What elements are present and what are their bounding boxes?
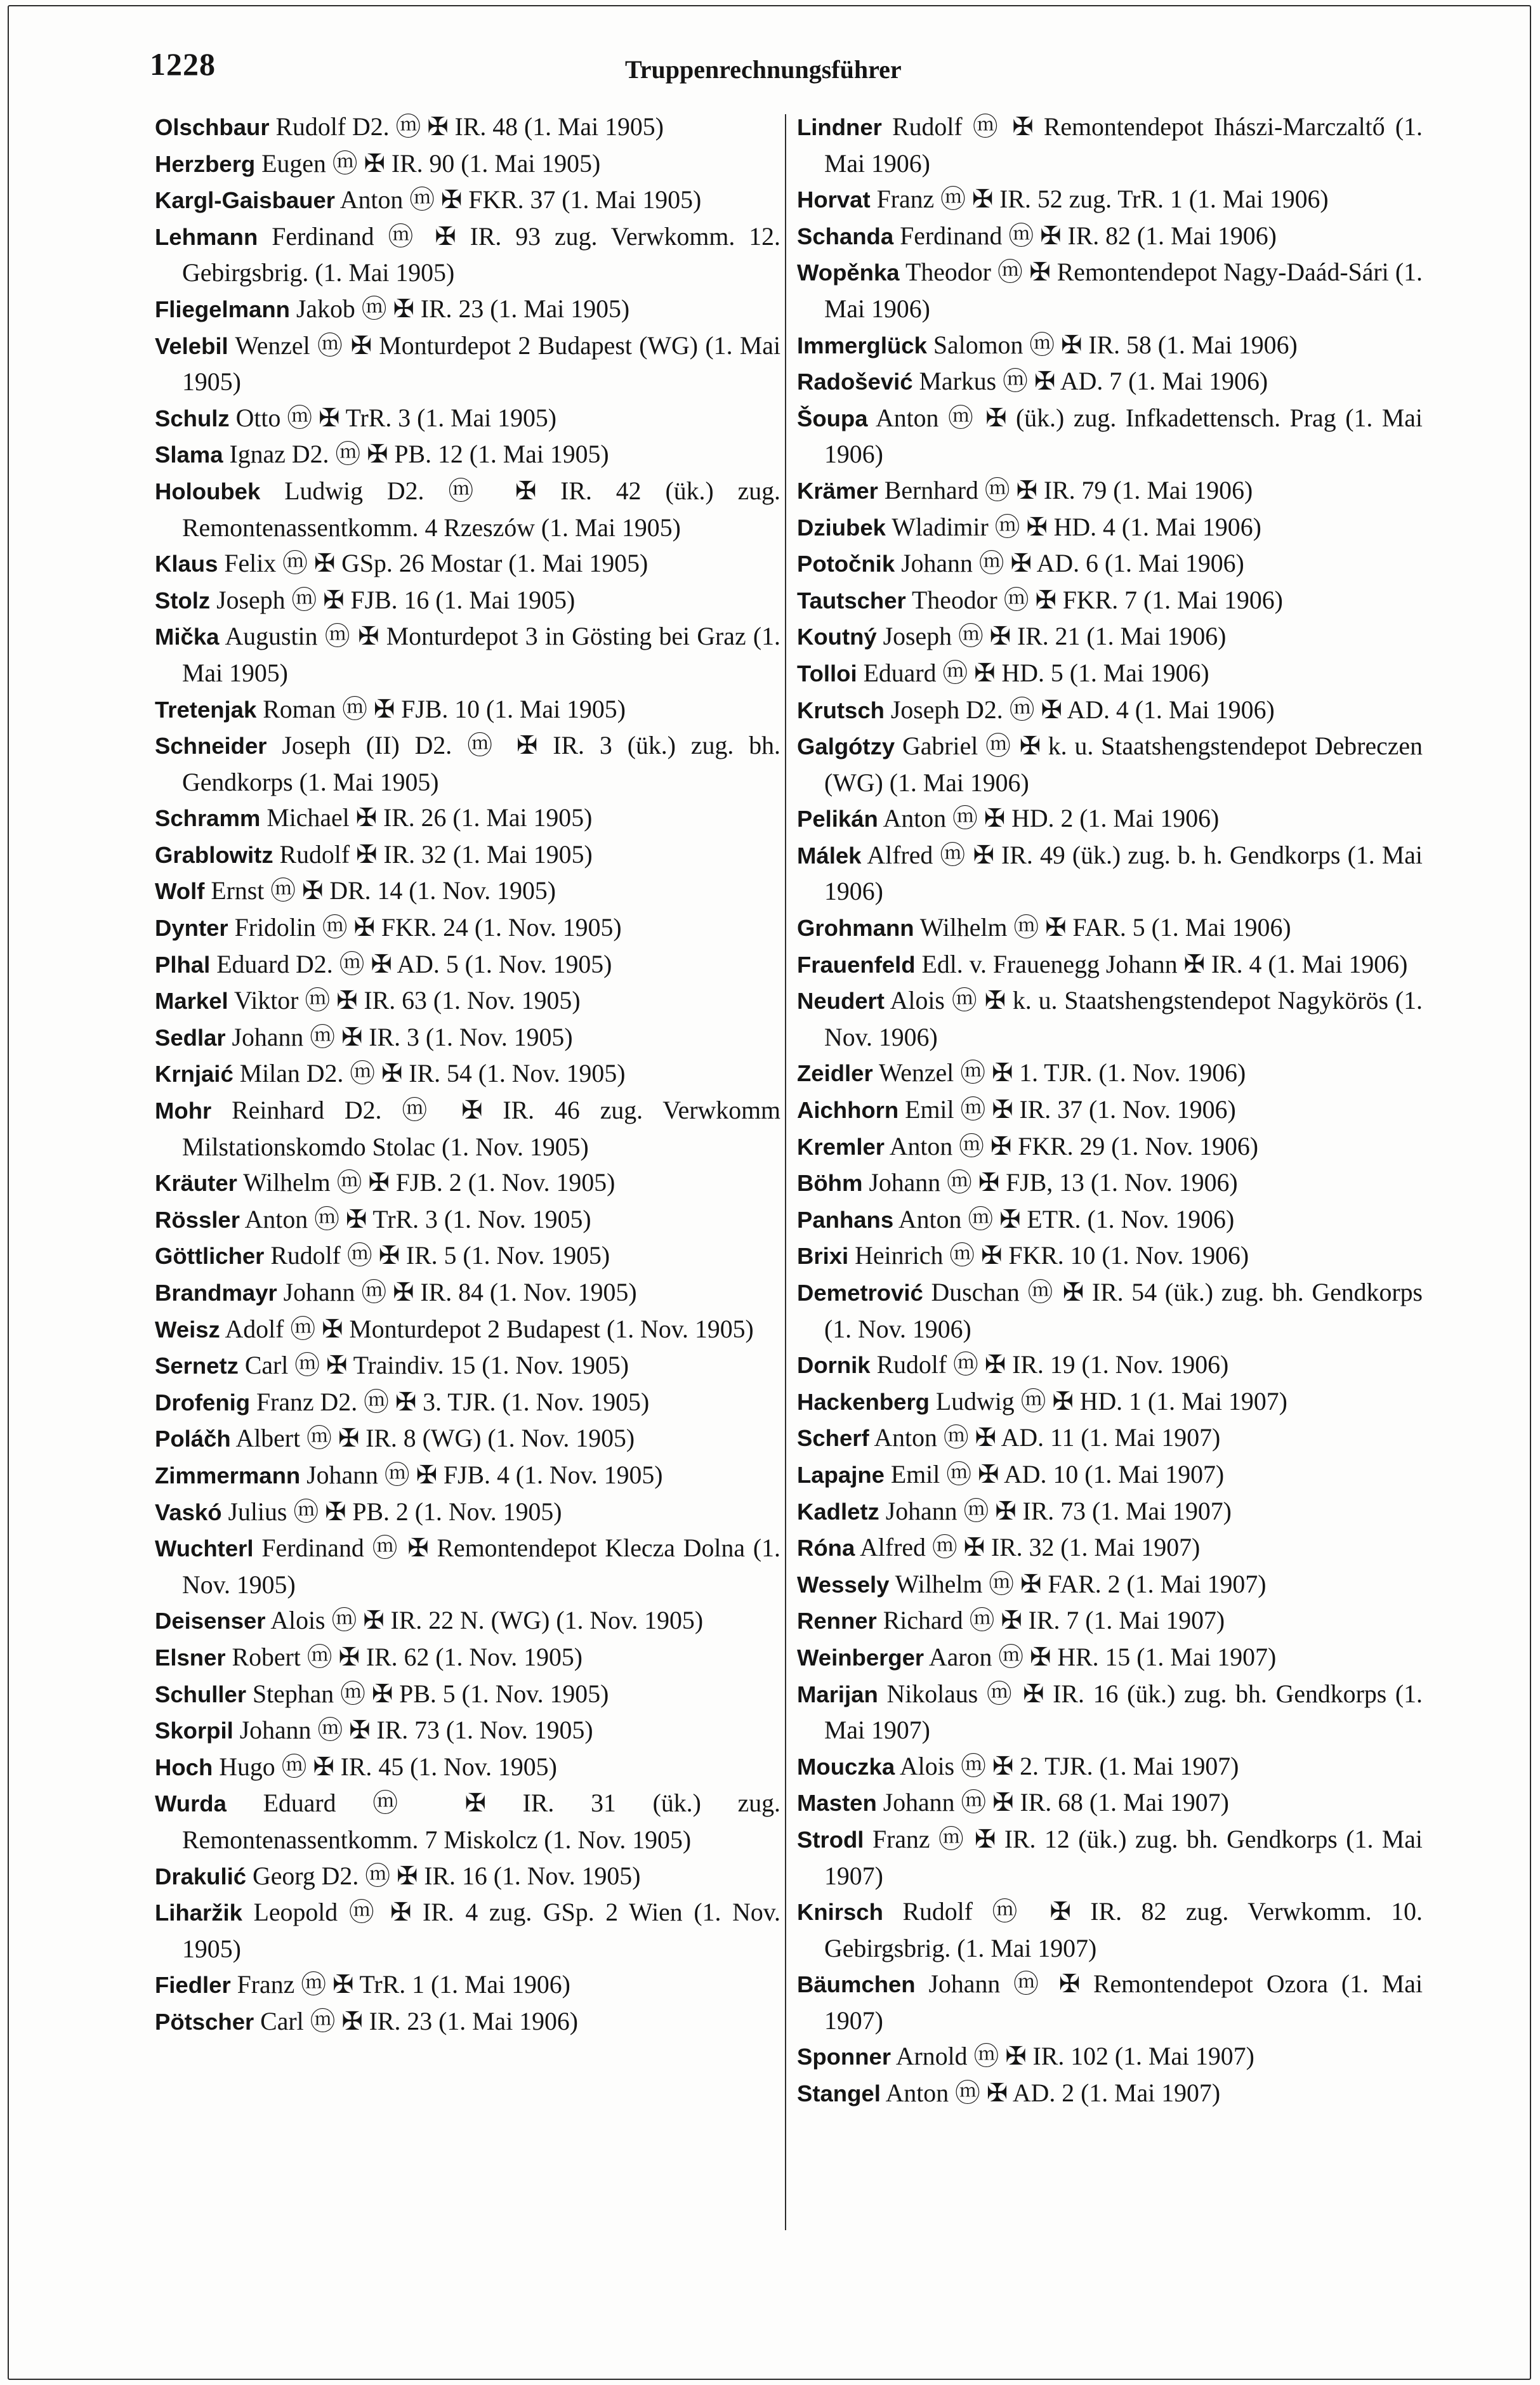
entry-details: Rudolf ⓜ ✠ IR. 19 (1. Nov. 1906) xyxy=(876,1351,1229,1379)
entry-surname: Pötscher xyxy=(155,2008,254,2035)
entry-details: Edl. v. Frauenegg Johann ✠ IR. 4 (1. Mai 1906) xyxy=(921,950,1408,978)
entry-surname: Velebil xyxy=(155,332,228,359)
entry-details: Roman ⓜ ✠ FJB. 10 (1. Mai 1905) xyxy=(263,695,626,723)
register-entry xyxy=(797,1639,1423,1676)
register-entry xyxy=(155,1056,780,1093)
entry-surname: Koutný xyxy=(797,624,877,650)
entry-surname: Krämer xyxy=(797,477,878,504)
entry-details: Joseph ⓜ ✠ IR. 21 (1. Mai 1906) xyxy=(883,622,1227,651)
entry-details: Eduard D2. ⓜ ✠ AD. 5 (1. Nov. 1905) xyxy=(216,950,612,978)
entry-surname: Brandmayr xyxy=(155,1280,277,1306)
register-entry xyxy=(155,1275,780,1311)
entry-surname: Tretenjak xyxy=(155,696,257,723)
entry-surname: Göttlicher xyxy=(155,1243,265,1270)
register-entry xyxy=(155,837,780,874)
entry-details: Franz ⓜ ✠ IR. 52 zug. TrR. 1 (1. Mai 1906) xyxy=(876,185,1329,214)
entry-details: Ferdinand ⓜ ✠ IR. 82 (1. Mai 1906) xyxy=(900,221,1277,250)
entry-details: Johann ⓜ ✠ FJB. 4 (1. Nov. 1905) xyxy=(306,1461,663,1489)
register-entry xyxy=(797,1238,1423,1275)
register-entry xyxy=(155,1712,780,1749)
entry-surname: Klaus xyxy=(155,551,218,577)
register-entry xyxy=(155,619,780,691)
entry-surname: Fliegelmann xyxy=(155,296,290,322)
register-entry xyxy=(797,1420,1423,1457)
entry-surname: Renner xyxy=(797,1608,877,1634)
entry-details: Johann ⓜ ✠ IR. 68 (1. Mai 1907) xyxy=(883,1789,1229,1817)
register-entry xyxy=(797,1165,1423,1202)
entry-surname: Olschbaur xyxy=(155,114,270,140)
entry-details: Franz ⓜ ✠ IR. 12 (ük.) zug. bh. Gendkorps (1. Mai 1907) xyxy=(824,1825,1423,1890)
entry-surname: Dornik xyxy=(797,1352,871,1379)
register-entry xyxy=(797,254,1423,327)
entry-details: Rudolf D2. ⓜ ✠ IR. 48 (1. Mai 1905) xyxy=(275,113,664,141)
register-entry xyxy=(155,146,780,183)
register-entry xyxy=(797,109,1423,181)
entry-details: Theodor ⓜ ✠ Remontendepot Nagy-Daád-Sári (1. Mai 1906) xyxy=(824,258,1423,323)
entry-details: Viktor ⓜ ✠ IR. 63 (1. Nov. 1905) xyxy=(234,987,581,1015)
register-entry xyxy=(797,473,1423,509)
entry-details: Joseph D2. ⓜ ✠ AD. 4 (1. Mai 1906) xyxy=(890,695,1275,724)
register-entry xyxy=(155,983,780,1020)
register-entry xyxy=(797,1347,1423,1384)
register-entry xyxy=(155,546,780,582)
register-entry xyxy=(155,109,780,146)
entry-details: Ferdinand ⓜ ✠ Remontendepot Klecza Dolna (1. Nov. 1905) xyxy=(182,1534,781,1599)
entry-details: Anton ⓜ ✠ TrR. 3 (1. Nov. 1905) xyxy=(244,1205,591,1233)
entry-surname: Strodl xyxy=(797,1826,864,1853)
entry-details: Albert ⓜ ✠ IR. 8 (WG) (1. Nov. 1905) xyxy=(235,1424,635,1453)
register-entry xyxy=(155,1895,780,1967)
entry-surname: Zimmermann xyxy=(155,1462,301,1488)
entry-details: Anton ⓜ ✠ FKR. 29 (1. Nov. 1906) xyxy=(889,1132,1259,1160)
entry-surname: Herzberg xyxy=(155,150,256,177)
entry-surname: Kremler xyxy=(797,1133,885,1160)
entry-surname: Krnjaić xyxy=(155,1061,234,1087)
entry-surname: Šoupa xyxy=(797,405,868,431)
register-entry xyxy=(155,437,780,473)
entry-details: Wenzel ⓜ ✠ 1. TJR. (1. Nov. 1906) xyxy=(878,1059,1246,1087)
entry-details: Otto ⓜ ✠ TrR. 3 (1. Mai 1905) xyxy=(235,404,557,432)
entry-details: Franz D2. ⓜ ✠ 3. TJR. (1. Nov. 1905) xyxy=(256,1388,650,1416)
entry-surname: Wurda xyxy=(155,1790,227,1817)
entry-surname: Masten xyxy=(797,1790,877,1817)
running-title: Truppenrechnungsführer xyxy=(625,55,902,84)
entry-surname: Aichhorn xyxy=(797,1097,899,1124)
entry-surname: Schulz xyxy=(155,405,230,431)
register-entry xyxy=(155,1858,780,1895)
entry-surname: Liharžik xyxy=(155,1900,242,1926)
register-entry xyxy=(797,364,1423,400)
entry-surname: Zeidler xyxy=(797,1060,873,1087)
entry-details: Felix ⓜ ✠ GSp. 26 Mostar (1. Mai 1905) xyxy=(224,549,648,578)
entry-details: Adolf ⓜ ✠ Monturdepot 2 Budapest (1. Nov. 1905) xyxy=(225,1315,754,1343)
entry-surname: Demetrović xyxy=(797,1280,923,1306)
entry-details: Emil ⓜ ✠ IR. 37 (1. Nov. 1906) xyxy=(905,1096,1236,1124)
entry-details: Alois ⓜ ✠ k. u. Staatshengstendepot Nagykörös (1. Nov. 1906) xyxy=(824,987,1423,1051)
entry-details: Salomon ⓜ ✠ IR. 58 (1. Mai 1906) xyxy=(933,331,1298,359)
entry-surname: Mouczka xyxy=(797,1753,895,1780)
register-entry xyxy=(797,1530,1423,1567)
register-entry xyxy=(797,1603,1423,1639)
register-entry xyxy=(797,2075,1423,2112)
entry-details: Georg D2. ⓜ ✠ IR. 16 (1. Nov. 1905) xyxy=(253,1862,641,1890)
entry-surname: Plhal xyxy=(155,951,211,978)
register-entry xyxy=(155,1494,780,1531)
entry-surname: Grohmann xyxy=(797,915,914,942)
entry-details: Alois ⓜ ✠ IR. 22 N. (WG) (1. Nov. 1905) xyxy=(270,1606,704,1635)
register-entry xyxy=(155,873,780,910)
entry-details: Fridolin ⓜ ✠ FKR. 24 (1. Nov. 1905) xyxy=(234,914,622,942)
entry-details: Eduard ⓜ ✠ HD. 5 (1. Mai 1906) xyxy=(863,659,1209,687)
entry-surname: Tautscher xyxy=(797,587,906,614)
entry-details: Johann ⓜ ✠ IR. 73 (1. Mai 1907) xyxy=(885,1497,1232,1525)
entry-surname: Lindner xyxy=(797,114,882,140)
entry-details: Anton ⓜ ✠ AD. 2 (1. Mai 1907) xyxy=(885,2079,1221,2108)
entry-surname: Drofenig xyxy=(155,1389,251,1416)
entry-details: Wilhelm ⓜ ✠ FAR. 2 (1. Mai 1907) xyxy=(895,1570,1267,1598)
entry-surname: Fiedler xyxy=(155,1972,231,1999)
register-entry xyxy=(797,327,1423,364)
register-entry xyxy=(797,2039,1423,2075)
entry-details: Johann ⓜ ✠ Remontendepot Ozora (1. Mai 1907) xyxy=(824,1970,1423,2035)
entry-surname: Sponner xyxy=(797,2044,892,2070)
register-entry xyxy=(797,1966,1423,2039)
entry-details: Anton ⓜ ✠ (ük.) zug. Infkadettensch. Prag (1. Mai 1906) xyxy=(824,404,1423,469)
entry-surname: Málek xyxy=(797,842,862,869)
register-entry xyxy=(155,1348,780,1384)
entry-details: Jakob ⓜ ✠ IR. 23 (1. Mai 1905) xyxy=(296,294,630,323)
entry-details: Wladimir ⓜ ✠ HD. 4 (1. Mai 1906) xyxy=(892,513,1261,541)
entry-details: Eugen ⓜ ✠ IR. 90 (1. Mai 1905) xyxy=(261,149,601,178)
entry-surname: Schramm xyxy=(155,805,261,832)
entry-surname: Böhm xyxy=(797,1170,863,1197)
entry-details: Arnold ⓜ ✠ IR. 102 (1. Mai 1907) xyxy=(895,2042,1254,2071)
entry-details: Augustin ⓜ ✠ Monturdepot 3 in Gösting bei Graz (1. Mai 1905) xyxy=(182,622,780,687)
entry-surname: Knirsch xyxy=(797,1899,883,1926)
entry-surname: Bäumchen xyxy=(797,1971,916,1998)
entry-surname: Pelikán xyxy=(797,806,878,832)
entry-surname: Stangel xyxy=(797,2080,881,2107)
entry-surname: Hackenberg xyxy=(797,1388,930,1415)
entry-details: Gabriel ⓜ ✠ k. u. Staatshengstendepot Debreczen (WG) (1. Mai 1906) xyxy=(824,732,1423,797)
entry-surname: Dziubek xyxy=(797,514,886,541)
entry-details: Wilhelm ⓜ ✠ FJB. 2 (1. Nov. 1905) xyxy=(243,1169,615,1197)
column-divider xyxy=(785,114,786,2230)
register-entry xyxy=(797,509,1423,546)
entry-details: Johann ⓜ ✠ IR. 73 (1. Nov. 1905) xyxy=(239,1716,593,1745)
entry-details: Johann ⓜ ✠ IR. 84 (1. Nov. 1905) xyxy=(283,1278,637,1306)
left-column xyxy=(155,109,780,2040)
register-entry xyxy=(155,947,780,983)
register-entry xyxy=(155,1165,780,1202)
register-entry xyxy=(155,328,780,400)
register-entry xyxy=(155,1238,780,1275)
register-entry xyxy=(155,1603,780,1639)
entry-details: Anton ⓜ ✠ FKR. 37 (1. Mai 1905) xyxy=(339,186,702,214)
entry-surname: Deisenser xyxy=(155,1608,266,1634)
register-entry xyxy=(797,1494,1423,1530)
entry-surname: Mohr xyxy=(155,1098,212,1124)
register-entry xyxy=(155,1093,780,1165)
register-entry xyxy=(797,838,1423,910)
entry-details: Wenzel ⓜ ✠ Monturdepot 2 Budapest (WG) (1. Mai 1905) xyxy=(182,331,780,397)
register-entry xyxy=(797,1092,1423,1129)
register-entry xyxy=(797,1822,1423,1894)
entry-details: Bernhard ⓜ ✠ IR. 79 (1. Mai 1906) xyxy=(884,476,1253,504)
entry-details: Ludwig D2. ⓜ ✠ IR. 42 (ük.) zug. Remontenassentkomm. 4 Rzeszów (1. Mai 1905) xyxy=(182,476,780,542)
entry-details: Joseph (II) D2. ⓜ ✠ IR. 3 (ük.) zug. bh. Gendkorps (1. Mai 1905) xyxy=(182,732,781,796)
register-entry xyxy=(797,1202,1423,1238)
register-entry xyxy=(797,728,1423,801)
entry-details: Nikolaus ⓜ ✠ IR. 16 (ük.) zug. bh. Gendkorps (1. Mai 1907) xyxy=(824,1679,1423,1745)
right-column xyxy=(797,109,1423,2112)
entry-details: Rudolf ✠ IR. 32 (1. Mai 1905) xyxy=(279,840,593,869)
entry-surname: Stolz xyxy=(155,587,211,614)
register-entry xyxy=(155,1967,780,2004)
register-entry xyxy=(797,1567,1423,1603)
entry-details: Alfred ⓜ ✠ IR. 49 (ük.) zug. b. h. Gendkorps (1. Mai 1906) xyxy=(824,841,1423,906)
entry-surname: Lapajne xyxy=(797,1461,885,1488)
entry-details: Ludwig ⓜ ✠ HD. 1 (1. Mai 1907) xyxy=(935,1387,1287,1416)
entry-details: Rudolf ⓜ ✠ Remontendepot Ihászi-Marczaltő (1. Mai 1906) xyxy=(824,113,1423,178)
entry-surname: Galgótzy xyxy=(797,733,895,760)
entry-details: Reinhard D2. ⓜ ✠ IR. 46 zug. Verwkomm Milstationskomdo Stolac (1. Nov. 1905) xyxy=(182,1096,780,1161)
entry-details: Anton ⓜ ✠ AD. 11 (1. Mai 1907) xyxy=(874,1424,1221,1452)
entry-surname: Horvat xyxy=(797,187,871,213)
entry-surname: Frauenfeld xyxy=(797,951,916,978)
entry-surname: Scherf xyxy=(797,1425,869,1452)
entry-details: Johann ⓜ ✠ AD. 6 (1. Mai 1906) xyxy=(901,549,1244,578)
entry-details: Theodor ⓜ ✠ FKR. 7 (1. Mai 1906) xyxy=(911,586,1283,614)
entry-details: Hugo ⓜ ✠ IR. 45 (1. Nov. 1905) xyxy=(219,1752,557,1781)
register-entry xyxy=(797,801,1423,838)
entry-surname: Rössler xyxy=(155,1206,240,1233)
register-entry xyxy=(155,1676,780,1713)
entry-details: Joseph ⓜ ✠ FJB. 16 (1. Mai 1905) xyxy=(216,586,576,614)
register-entry xyxy=(797,692,1423,729)
register-entry xyxy=(797,1749,1423,1785)
register-entry xyxy=(155,219,780,291)
entry-surname: Róna xyxy=(797,1535,855,1561)
entry-details: Johann ⓜ ✠ FJB, 13 (1. Nov. 1906) xyxy=(869,1169,1238,1197)
entry-details: Stephan ⓜ ✠ PB. 5 (1. Nov. 1905) xyxy=(252,1679,609,1708)
entry-surname: Dynter xyxy=(155,915,228,942)
entry-surname: Marijan xyxy=(797,1681,878,1707)
entry-surname: Wopěnka xyxy=(797,260,900,286)
entry-details: Rudolf ⓜ ✠ IR. 5 (1. Nov. 1905) xyxy=(270,1242,610,1270)
entry-surname: Panhans xyxy=(797,1206,894,1233)
register-entry xyxy=(155,1020,780,1056)
entry-surname: Mička xyxy=(155,624,220,650)
register-entry xyxy=(797,582,1423,619)
entry-details: Leopold ⓜ ✠ IR. 4 zug. GSp. 2 Wien (1. Nov. 1905) xyxy=(182,1898,780,1963)
entry-surname: Immerglück xyxy=(797,332,927,358)
entry-surname: Skorpil xyxy=(155,1718,234,1744)
entry-details: Ignaz D2. ⓜ ✠ PB. 12 (1. Mai 1905) xyxy=(229,440,609,469)
page-number: 1228 xyxy=(150,46,216,82)
entry-surname: Krutsch xyxy=(797,697,885,723)
register-entry xyxy=(797,1676,1423,1749)
register-entry xyxy=(797,1785,1423,1822)
register-entry xyxy=(155,582,780,619)
register-entry xyxy=(155,692,780,728)
entry-surname: Weisz xyxy=(155,1316,220,1343)
entry-surname: Kargl-Gaisbauer xyxy=(155,187,335,214)
entry-surname: Schanda xyxy=(797,223,894,249)
register-entry xyxy=(797,655,1423,692)
entry-surname: Weinberger xyxy=(797,1644,925,1671)
register-entry xyxy=(797,1894,1423,1966)
entry-details: Julius ⓜ ✠ PB. 2 (1. Nov. 1905) xyxy=(228,1497,562,1526)
entry-surname: Brixi xyxy=(797,1243,849,1270)
entry-surname: Wessely xyxy=(797,1571,890,1598)
entry-details: Eduard ⓜ ✠ IR. 31 (ük.) zug. Remontenassentkomm. 7 Miskolcz (1. Nov. 1905) xyxy=(182,1789,781,1854)
entry-details: Aaron ⓜ ✠ HR. 15 (1. Mai 1907) xyxy=(928,1643,1277,1671)
entry-details: Rudolf ⓜ ✠ IR. 82 zug. Verwkomm. 10. Gebirgsbrig. (1. Mai 1907) xyxy=(824,1898,1423,1962)
register-entry xyxy=(797,910,1423,947)
register-entry xyxy=(155,1384,780,1421)
entry-surname: Wolf xyxy=(155,878,205,905)
entry-details: Ferdinand ⓜ ✠ IR. 93 zug. Verwkomm. 12. Gebirgsbrig. (1. Mai 1905) xyxy=(182,222,780,287)
register-entry xyxy=(155,182,780,219)
register-entry xyxy=(155,910,780,947)
entry-surname: Markel xyxy=(155,988,228,1015)
register-entry xyxy=(797,181,1423,218)
entry-details: Alfred ⓜ ✠ IR. 32 (1. Mai 1907) xyxy=(860,1534,1201,1562)
register-entry xyxy=(797,983,1423,1055)
entry-details: Ernst ⓜ ✠ DR. 14 (1. Nov. 1905) xyxy=(211,877,556,905)
entry-surname: Wuchterl xyxy=(155,1535,254,1562)
entry-details: Markus ⓜ ✠ AD. 7 (1. Mai 1906) xyxy=(919,367,1268,396)
entry-details: Heinrich ⓜ ✠ FKR. 10 (1. Nov. 1906) xyxy=(855,1242,1249,1270)
entry-details: Michael ✠ IR. 26 (1. Mai 1905) xyxy=(267,804,593,832)
register-entry xyxy=(155,1311,780,1348)
register-entry xyxy=(797,947,1423,983)
register-entry xyxy=(155,1530,780,1603)
entry-surname: Radošević xyxy=(797,369,913,395)
entry-surname: Drakulić xyxy=(155,1863,247,1889)
register-entry xyxy=(155,1202,780,1238)
entry-details: Franz ⓜ ✠ TrR. 1 (1. Mai 1906) xyxy=(237,1971,570,1999)
entry-details: Wilhelm ⓜ ✠ FAR. 5 (1. Mai 1906) xyxy=(919,914,1291,942)
entry-surname: Tolloi xyxy=(797,660,857,687)
entry-surname: Poláčh xyxy=(155,1426,231,1452)
entry-details: Emil ⓜ ✠ AD. 10 (1. Mai 1907) xyxy=(890,1460,1225,1488)
entry-surname: Sedlar xyxy=(155,1024,226,1051)
entry-surname: Elsner xyxy=(155,1644,226,1671)
entry-surname: Sernetz xyxy=(155,1353,239,1379)
entry-surname: Kräuter xyxy=(155,1170,237,1197)
entry-details: Robert ⓜ ✠ IR. 62 (1. Nov. 1905) xyxy=(232,1643,583,1671)
register-entry xyxy=(155,1457,780,1494)
register-entry xyxy=(797,218,1423,255)
entry-surname: Potočnik xyxy=(797,551,895,577)
entry-details: Anton ⓜ ✠ ETR. (1. Nov. 1906) xyxy=(898,1205,1235,1233)
entry-surname: Vaskó xyxy=(155,1499,222,1525)
entry-surname: Kadletz xyxy=(797,1498,879,1525)
entry-surname: Neudert xyxy=(797,988,885,1015)
register-entry xyxy=(155,1749,780,1786)
register-entry xyxy=(155,291,780,328)
entry-details: Johann ⓜ ✠ IR. 3 (1. Nov. 1905) xyxy=(232,1023,573,1051)
entry-surname: Slama xyxy=(155,442,223,468)
register-entry xyxy=(155,1639,780,1676)
register-entry xyxy=(797,1275,1423,1347)
entry-surname: Hoch xyxy=(155,1754,213,1780)
register-entry xyxy=(797,546,1423,582)
entry-surname: Lehmann xyxy=(155,223,258,250)
register-entry xyxy=(155,1421,780,1457)
entry-details: Carl ⓜ ✠ IR. 23 (1. Mai 1906) xyxy=(260,2007,579,2035)
register-entry xyxy=(797,1384,1423,1421)
entry-details: Richard ⓜ ✠ IR. 7 (1. Mai 1907) xyxy=(883,1606,1225,1635)
entry-surname: Schuller xyxy=(155,1681,247,1707)
entry-surname: Schneider xyxy=(155,733,267,759)
entry-surname: Grablowitz xyxy=(155,841,273,868)
entry-surname: Holoubek xyxy=(155,478,261,504)
entry-details: Milan D2. ⓜ ✠ IR. 54 (1. Nov. 1905) xyxy=(239,1060,626,1088)
entry-details: Anton ⓜ ✠ HD. 2 (1. Mai 1906) xyxy=(883,805,1220,833)
entry-details: Duschan ⓜ ✠ IR. 54 (ük.) zug. bh. Gendkorps (1. Nov. 1906) xyxy=(824,1278,1423,1343)
register-entry xyxy=(155,400,780,437)
register-entry xyxy=(155,800,780,837)
register-entry xyxy=(155,2004,780,2040)
register-entry xyxy=(797,1457,1423,1494)
register-entry xyxy=(797,619,1423,655)
register-entry xyxy=(797,1129,1423,1166)
register-entry xyxy=(155,473,780,546)
register-entry xyxy=(155,728,780,800)
register-entry xyxy=(797,1055,1423,1092)
register-entry xyxy=(797,400,1423,473)
register-entry xyxy=(155,1785,780,1858)
entry-details: Alois ⓜ ✠ 2. TJR. (1. Mai 1907) xyxy=(899,1752,1239,1780)
entry-details: Carl ⓜ ✠ Traindiv. 15 (1. Nov. 1905) xyxy=(244,1351,629,1380)
